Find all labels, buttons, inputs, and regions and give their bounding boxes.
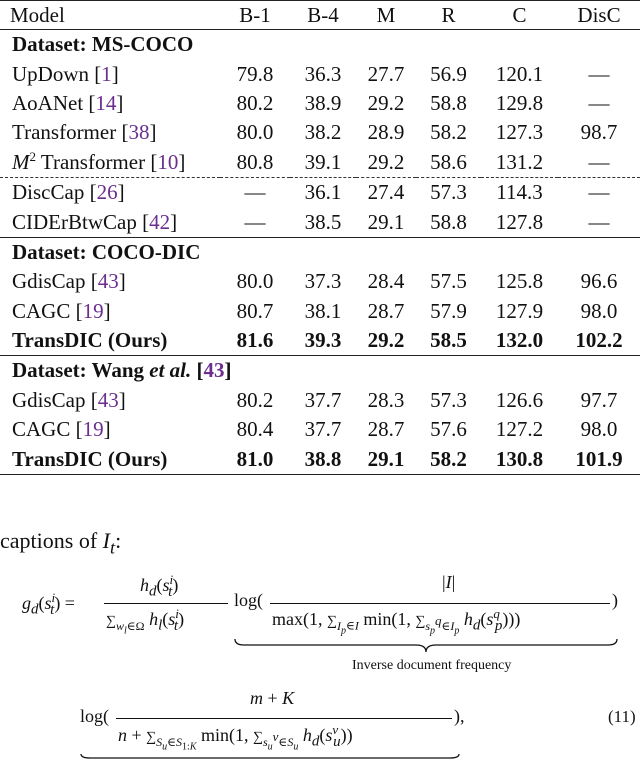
model-cell: DiscCap [26] xyxy=(0,177,220,207)
body-text-sub: t xyxy=(109,537,116,558)
table-row xyxy=(0,148,640,178)
equation-log xyxy=(80,684,640,759)
value-cell: 37.3 xyxy=(304,269,342,294)
eq2-log-close: ), xyxy=(454,706,465,726)
value-cell: 80.7 xyxy=(236,298,274,323)
eq-idf-denominator: max(1, $\sum_{I_p\in I}$ min(1, $\sum_{s_p^q\in I_p}$ $h_d(s^q_p)$)) xyxy=(272,606,521,636)
model-name: AoANet xyxy=(12,90,84,115)
model-name: Transformer xyxy=(36,150,146,175)
header-m: M xyxy=(356,1,416,30)
value-cell: 28.7 xyxy=(367,417,405,442)
table-row xyxy=(0,386,640,415)
value-cell: 29.2 xyxy=(367,90,405,115)
citation-link[interactable]: 43 xyxy=(97,269,119,294)
value-cell: 80.2 xyxy=(236,387,274,412)
value-cell: 80.0 xyxy=(236,120,274,145)
table-row xyxy=(0,118,640,147)
value-cell: 132.0 xyxy=(495,328,544,353)
table-row xyxy=(0,297,640,326)
table-row xyxy=(0,415,640,444)
section-title: Dataset: MS-COCO xyxy=(12,32,194,57)
model-name: CIDErBtwCap xyxy=(12,209,137,234)
value-cell: 39.1 xyxy=(304,149,342,174)
underbrace-icon xyxy=(234,638,618,654)
value-cell: 126.6 xyxy=(495,387,544,412)
value-cell: 57.3 xyxy=(430,387,467,412)
value-cell: 57.6 xyxy=(430,417,467,442)
model-cell: CAGC [19] xyxy=(12,417,111,442)
citation-link[interactable]: 19 xyxy=(82,298,104,323)
eq-fraction-bar xyxy=(116,718,452,719)
value-cell: 38.2 xyxy=(304,120,342,145)
table-row xyxy=(0,177,640,207)
eq2-log-open: log( xyxy=(80,706,109,726)
table-header-row xyxy=(0,1,640,30)
value-cell: 98.7 xyxy=(580,120,618,145)
value-cell: 37.7 xyxy=(304,417,342,442)
value-cell: 29.1 xyxy=(367,209,405,234)
model-name: DiscCap xyxy=(12,180,85,205)
model-name: GdisCap xyxy=(12,269,86,294)
value-cell: 127.8 xyxy=(495,209,544,234)
model-name: Transformer xyxy=(12,120,117,145)
model-superscript: 2 xyxy=(29,149,36,165)
value-cell: 80.8 xyxy=(236,149,274,174)
section-title-row xyxy=(0,237,640,267)
model-prefix: M xyxy=(12,150,30,175)
header-b1: B-1 xyxy=(220,1,290,30)
model-cell: $M^2$ Transformer [10] xyxy=(12,149,186,175)
section-title-row xyxy=(0,30,640,60)
table-row xyxy=(0,267,640,296)
equation-number: (11) xyxy=(608,707,636,726)
value-cell: 39.3 xyxy=(304,328,342,353)
eq-log-open: log( xyxy=(234,590,263,610)
value-cell: 129.8 xyxy=(495,90,544,115)
value-cell: 79.8 xyxy=(236,61,274,86)
value-cell: 28.7 xyxy=(367,298,405,323)
value-cell: 127.2 xyxy=(495,417,544,442)
value-cell: — xyxy=(588,149,610,174)
value-cell: 58.5 xyxy=(430,328,467,353)
eq-log-close: ) xyxy=(612,590,618,610)
value-cell: 127.9 xyxy=(495,298,544,323)
table-row xyxy=(0,444,640,474)
body-text-suffix: : xyxy=(115,528,122,553)
citation-link[interactable]: 1 xyxy=(101,61,112,86)
value-cell: 58.2 xyxy=(430,120,467,145)
value-cell: — xyxy=(588,61,610,86)
eq-fraction-bar xyxy=(104,603,228,604)
citation-link[interactable]: 26 xyxy=(96,180,118,205)
model-name: GdisCap xyxy=(12,387,86,412)
value-cell: 38.8 xyxy=(290,444,356,474)
eq-gd-lhs: $g_d(s^i_t)$ = xyxy=(22,590,75,618)
value-cell: 80.4 xyxy=(236,417,274,442)
model-cell: UpDown [1] xyxy=(12,61,119,86)
value-cell: 98.0 xyxy=(580,298,618,323)
value-cell: 120.1 xyxy=(495,61,544,86)
citation-link[interactable]: 43 xyxy=(97,387,119,412)
value-cell: 28.4 xyxy=(367,269,405,294)
model-cell: Transformer [38] xyxy=(12,120,157,145)
value-cell: 36.3 xyxy=(304,61,342,86)
citation-link[interactable]: 42 xyxy=(149,209,171,234)
value-cell: 29.2 xyxy=(367,328,405,353)
table-row xyxy=(0,59,640,88)
value-cell: — xyxy=(558,177,640,207)
value-cell: — xyxy=(588,90,610,115)
eq-gd-denominator: $\sum_{w_l\in\Omega}$ $h_l(s^i_t)$ xyxy=(106,606,185,636)
section-title-row xyxy=(0,356,640,386)
model-cell: GdisCap [43] xyxy=(12,387,126,412)
header-c: C xyxy=(481,1,558,30)
value-cell: 130.8 xyxy=(481,444,558,474)
value-cell: 97.7 xyxy=(580,387,618,412)
value-cell: 56.9 xyxy=(430,61,467,86)
value-cell: 81.6 xyxy=(236,328,274,353)
header-b4: B-4 xyxy=(290,1,356,30)
value-cell: 96.6 xyxy=(580,269,618,294)
value-cell: 58.2 xyxy=(416,444,481,474)
value-cell: 80.0 xyxy=(236,269,274,294)
section-title-a: Dataset: Wang xyxy=(12,358,150,383)
value-cell: 38.5 xyxy=(304,209,342,234)
table-row xyxy=(0,89,640,118)
value-cell: 131.2 xyxy=(495,149,544,174)
citation-link[interactable]: 14 xyxy=(95,90,117,115)
value-cell: 29.1 xyxy=(356,444,416,474)
value-cell: 27.4 xyxy=(356,177,416,207)
header-disc: DisC xyxy=(558,1,640,30)
value-cell: 125.8 xyxy=(495,269,544,294)
value-cell: — xyxy=(244,209,266,234)
section-title: Dataset: COCO-DIC xyxy=(0,237,640,267)
body-text xyxy=(0,528,121,558)
model-cell: GdisCap [43] xyxy=(12,269,126,294)
model-name: UpDown xyxy=(12,61,89,86)
value-cell: 28.9 xyxy=(367,120,405,145)
value-cell: — xyxy=(220,177,290,207)
value-cell: 102.2 xyxy=(575,328,623,353)
table-row xyxy=(0,207,640,237)
value-cell: 58.6 xyxy=(430,149,467,174)
model-name: TransDIC (Ours) xyxy=(12,328,168,353)
model-cell: CIDErBtwCap [42] xyxy=(12,209,178,234)
value-cell: 80.2 xyxy=(236,90,274,115)
eq-idf-numerator: |I| xyxy=(442,572,456,592)
body-text-prefix: captions of xyxy=(0,528,103,553)
value-cell: 57.5 xyxy=(430,269,467,294)
table-row xyxy=(0,326,640,356)
value-cell: 27.7 xyxy=(367,61,405,86)
citation-link[interactable]: 19 xyxy=(82,417,104,442)
section-title-etal: et al. xyxy=(149,358,192,383)
value-cell: 58.8 xyxy=(430,90,467,115)
underbrace-icon xyxy=(80,754,460,759)
citation-link[interactable]: 43 xyxy=(203,358,225,383)
model-name: TransDIC (Ours) xyxy=(0,444,220,474)
header-model: Model xyxy=(0,1,220,30)
value-cell: 57.3 xyxy=(416,177,481,207)
value-cell: 98.0 xyxy=(580,417,618,442)
section-title: Dataset: Wang et al. [43] xyxy=(0,356,640,386)
value-cell: 127.3 xyxy=(495,120,544,145)
value-cell: 38.1 xyxy=(304,298,342,323)
value-cell: 101.9 xyxy=(558,444,640,474)
eq-fraction-bar xyxy=(270,603,610,604)
equation-gd xyxy=(22,566,632,676)
eq-gd-numerator: $h_d(s^i_t)$ xyxy=(140,572,179,600)
underbrace-label: Inverse document frequency xyxy=(352,658,512,673)
model-cell: CAGC [19] xyxy=(12,298,111,323)
citation-link[interactable]: 38 xyxy=(128,120,150,145)
header-r: R xyxy=(416,1,481,30)
value-cell: 58.8 xyxy=(430,209,467,234)
eq2-denominator: $n + \sum_{S_u\in S_{1:K}}$ min(1, $\sum_{s_u^v\in S_u}$ $h_d(s^v_u)$) xyxy=(118,722,353,752)
citation-link[interactable]: 10 xyxy=(157,150,179,175)
model-name: CAGC xyxy=(12,417,71,442)
value-cell: 57.9 xyxy=(430,298,467,323)
value-cell: 38.9 xyxy=(304,90,342,115)
eq2-numerator: m + K xyxy=(250,688,295,708)
model-name: CAGC xyxy=(12,298,71,323)
value-cell: 81.0 xyxy=(220,444,290,474)
value-cell: 36.1 xyxy=(290,177,356,207)
body-text-var: I xyxy=(102,528,110,553)
model-cell: AoANet [14] xyxy=(12,90,124,115)
value-cell: 28.3 xyxy=(367,387,405,412)
value-cell: 114.3 xyxy=(481,177,558,207)
value-cell: 29.2 xyxy=(367,149,405,174)
value-cell: 37.7 xyxy=(304,387,342,412)
value-cell: — xyxy=(588,209,610,234)
